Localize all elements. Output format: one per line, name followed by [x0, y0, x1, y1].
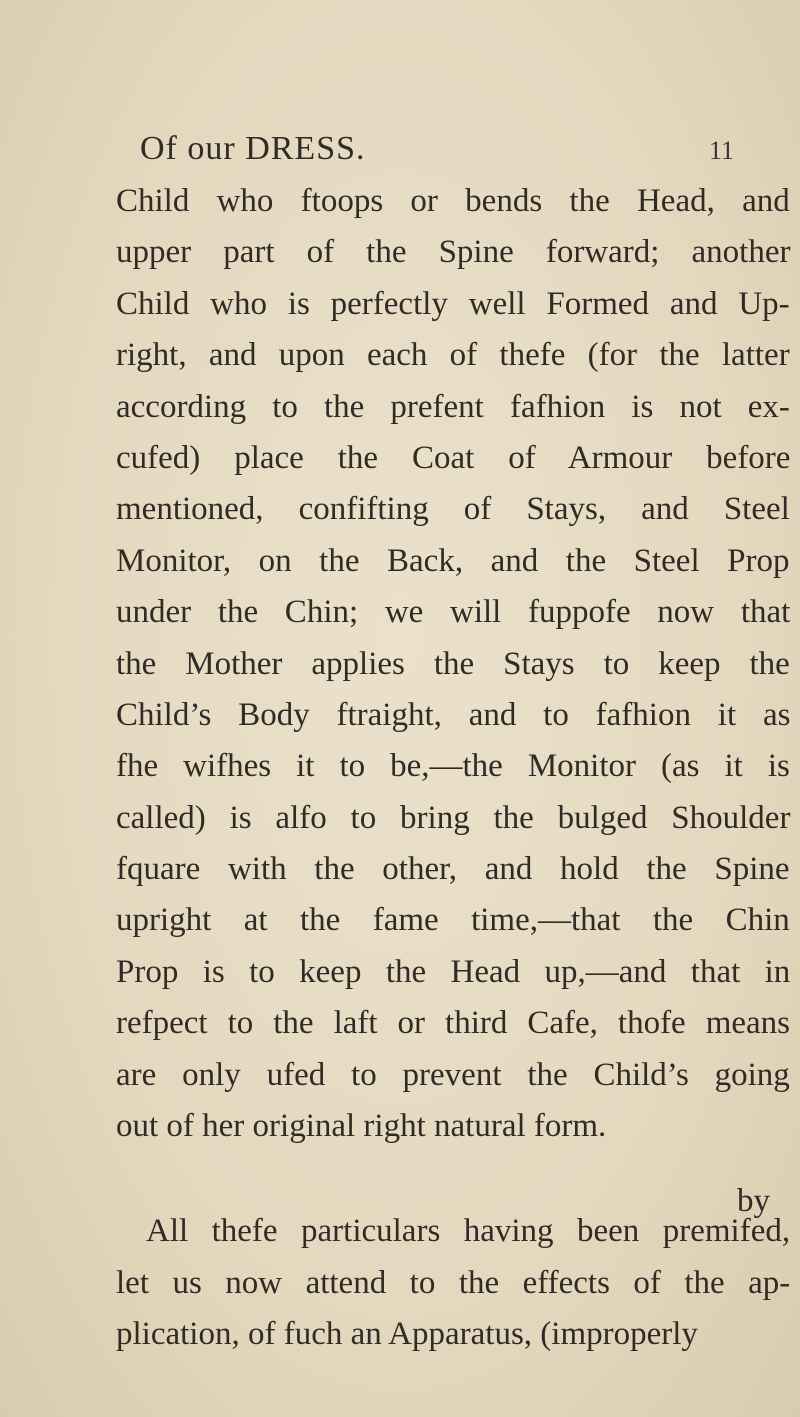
text-line: out of her original right natural form.: [116, 1108, 607, 1145]
text-line: are only ufed to prevent the Child’s going: [116, 1056, 790, 1093]
text-line: the Mother applies the Stays to keep the: [116, 645, 790, 682]
text-line: Child who ftoops or bends the Head, and: [116, 183, 790, 219]
text-line: under the Chin; we will fuppofe now that: [116, 594, 791, 631]
text-line: Child’s Body ftraight, and to fafhion it as: [116, 696, 791, 733]
paragraph-gap: [116, 1152, 800, 1206]
paragraph-1: [116, 176, 800, 1152]
text-line: All thefe particulars having been premifed,: [146, 1213, 791, 1250]
catchword: by: [737, 1183, 770, 1219]
text-line: fhe wifhes it to be,—the Monitor (as it is: [116, 748, 790, 785]
text-line: right, and upon each of thefe (for the latter: [116, 337, 790, 374]
text-line: refpect to the laft or third Cafe, thofe means: [116, 1005, 791, 1042]
text-line: upright at the fame time,—that the Chin: [116, 902, 790, 939]
text-line: Monitor, on the Back, and the Steel Prop: [116, 542, 790, 579]
text-line: Prop is to keep the Head up,—and that in: [116, 953, 791, 990]
text-line: cufed) place the Coat of Armour before: [116, 439, 791, 476]
body-text: [116, 176, 800, 1361]
page-header: [140, 126, 760, 172]
text-line: mentioned, confifting of Stays, and Steel: [116, 491, 790, 528]
text-line: Child who is perfectly well Formed and Up-: [116, 285, 790, 322]
text-line: upper part of the Spine forward; another: [116, 234, 791, 271]
paragraph-2: [116, 1206, 800, 1360]
running-title: Of our DRESS.: [140, 130, 366, 167]
text-line: according to the prefent fafhion is not ex-: [116, 388, 790, 425]
text-line: let us now attend to the effects of the ap-: [116, 1264, 791, 1301]
text-line: called) is alfo to bring the bulged Shoulder: [116, 799, 791, 836]
text-line: fquare with the other, and hold the Spine: [116, 851, 790, 888]
text-line: plication, of fuch an Apparatus, (improperly: [116, 1316, 698, 1353]
page-number: 11: [708, 136, 734, 165]
